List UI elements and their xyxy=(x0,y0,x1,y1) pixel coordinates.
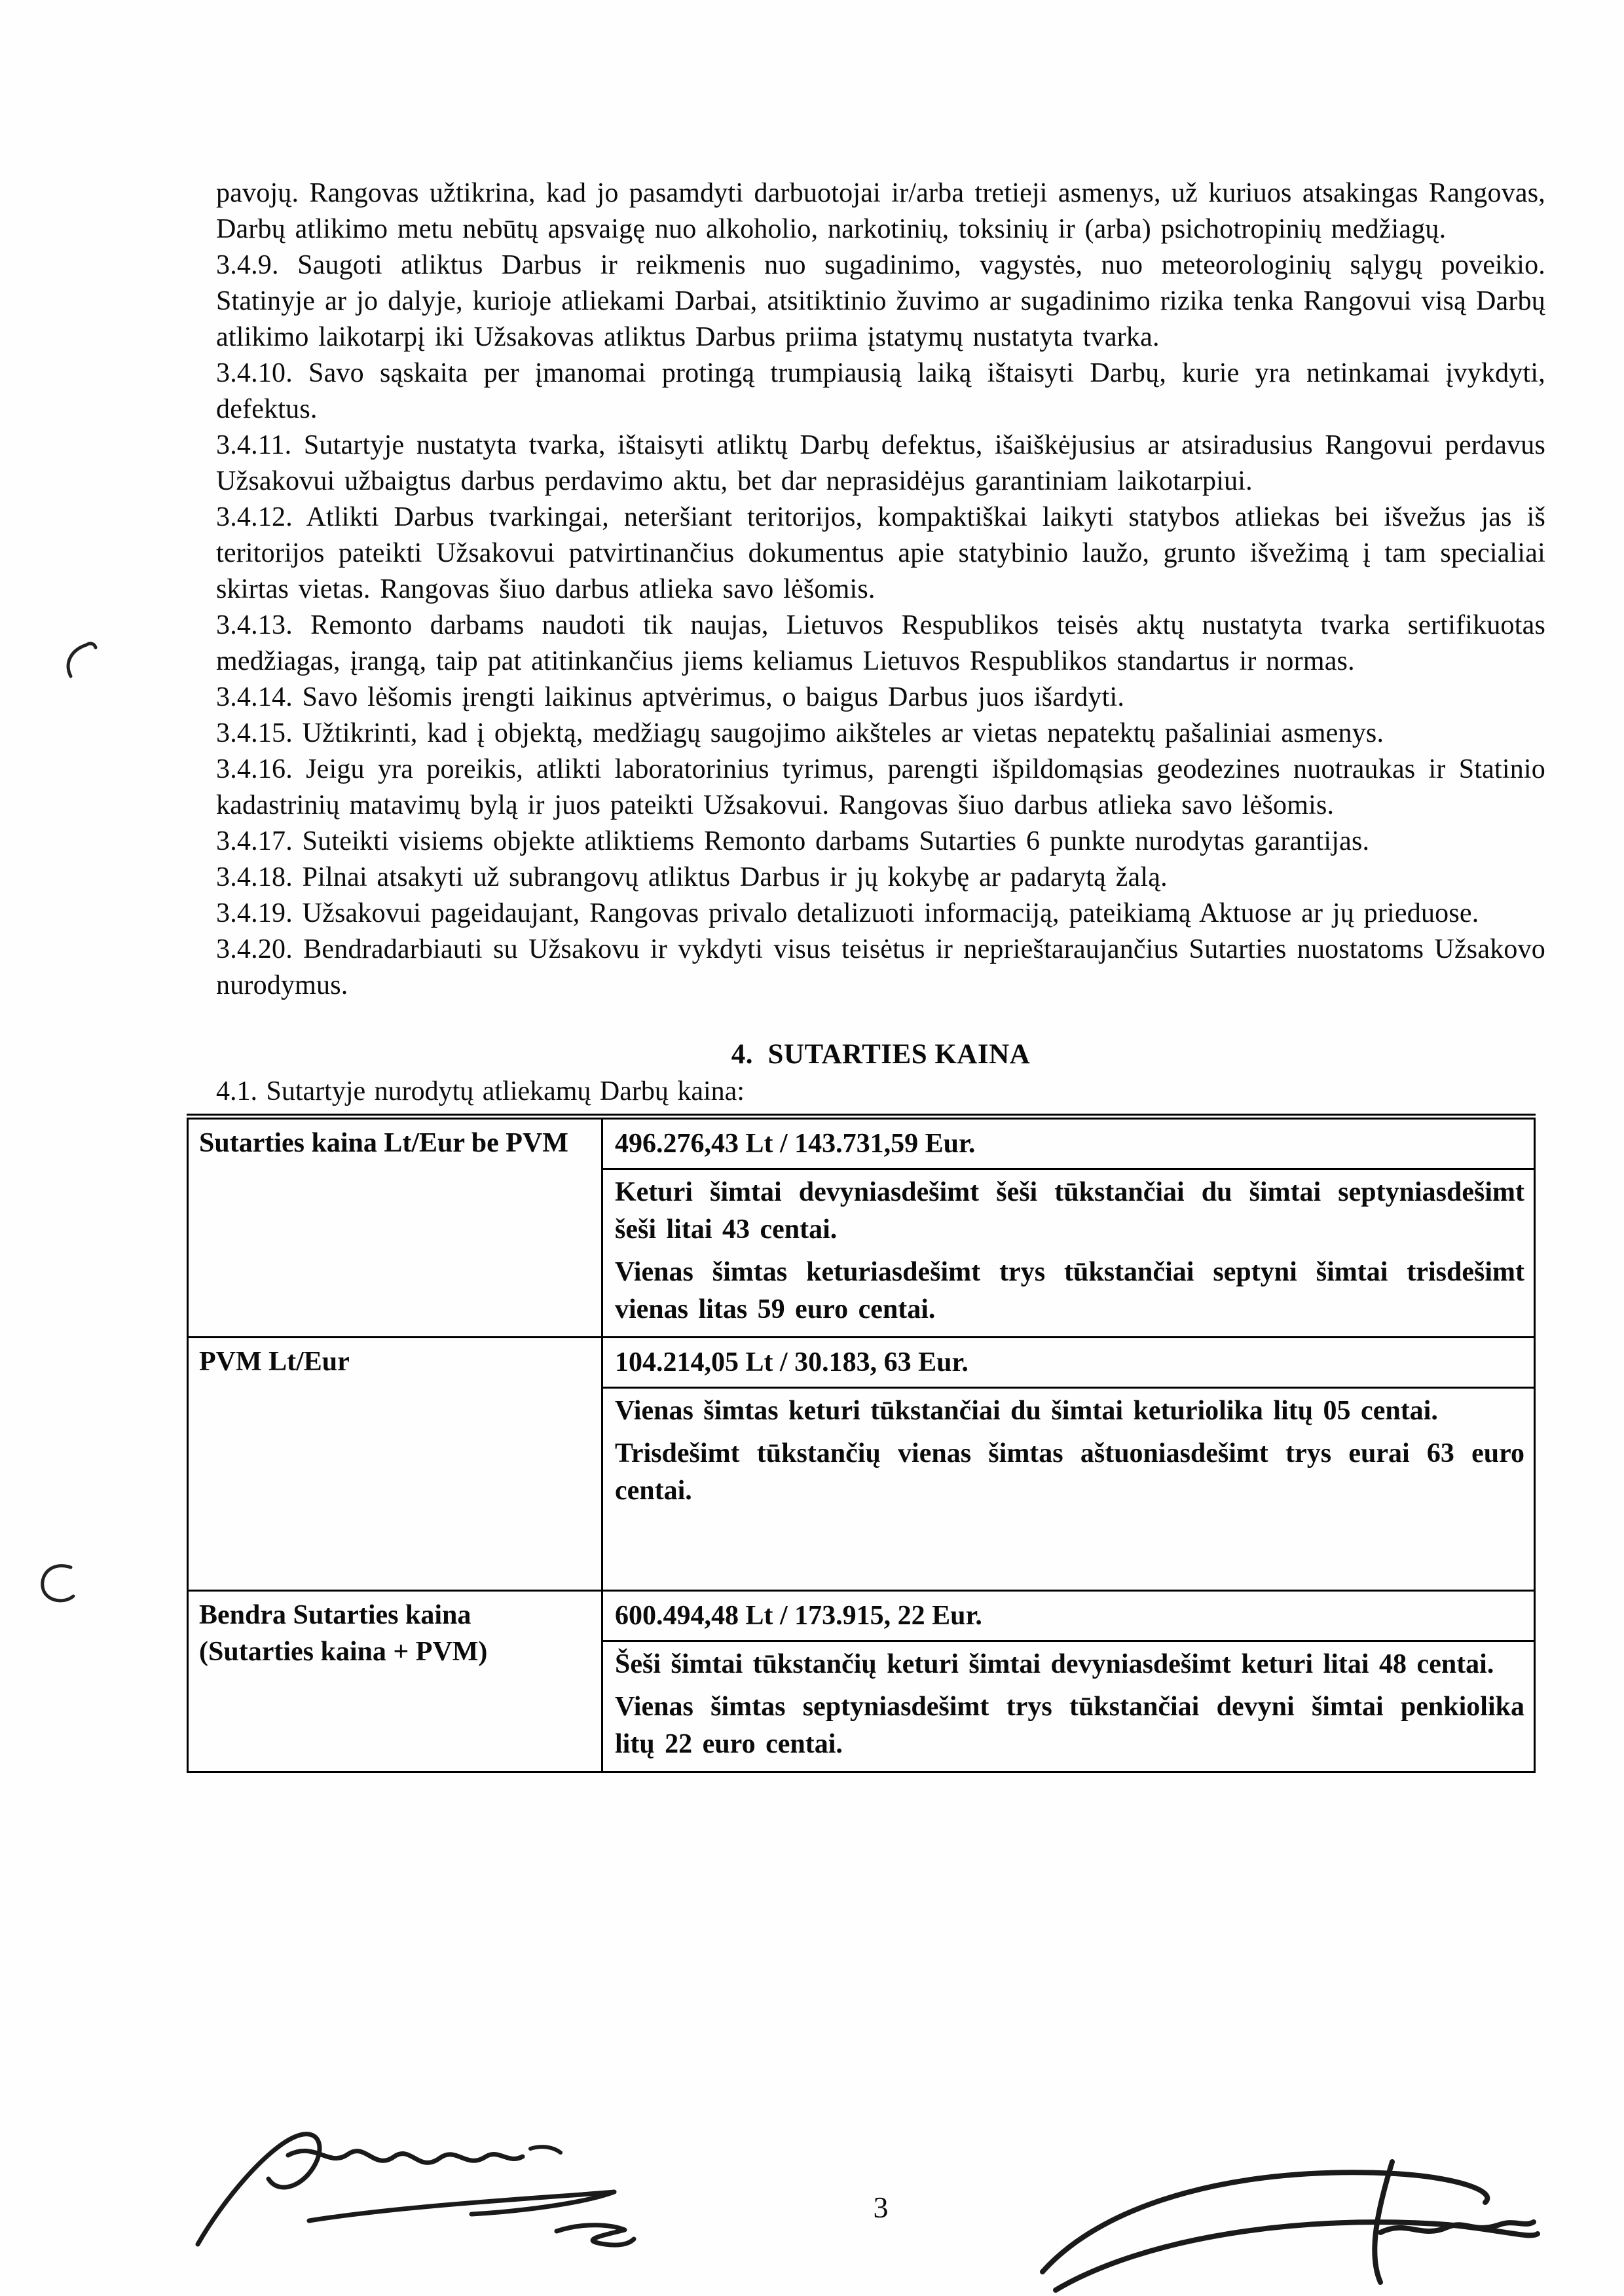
clause-paragraph: 3.4.19. Užsakovui pageidaujant, Rangovas privalo detalizuoti informaciją, pateikiamą Aktuose ar jų prieduose. xyxy=(216,898,1479,928)
clause-paragraph: pavojų. Rangovas užtikrina, kad jo pasamdyti darbuotojai ir/arba tretieji asmenys, už kuriuos atsakingas Rangovas, Darbų atlikimo metu nebūtų apsvaigę nuo alkoholio, narkotinių, toksinių ir (arba) psichotropinių medžiagų. xyxy=(216,178,1545,244)
table-row xyxy=(188,1338,1535,1591)
price-row-value-cell xyxy=(602,1591,1535,1772)
clause-paragraph: 3.4.20. Bendradarbiauti su Užsakovu ir vykdyti visus teisėtus ir neprieštaraujančius Sutarties nuostatoms Užsakovo nurodymus. xyxy=(216,934,1545,1000)
price-amount: 600.494,48 Lt / 173.915, 22 Eur. xyxy=(603,1592,1534,1642)
margin-pen-mark xyxy=(52,638,98,684)
margin-pen-mark xyxy=(34,1558,80,1607)
price-row-value-cell xyxy=(602,1117,1535,1338)
clause-paragraph: 3.4.9. Saugoti atliktus Darbus ir reikmenis nuo sugadinimo, vagystės, nuo meteorologinių sąlygų poveikio. Statinyje ar jo dalyje, kurioje atliekami Darbai, atsitiktinio žuvimo ar sugadinimo rizika tenka Rangovui visą Darbų atlikimo laikotarpį iki Užsakovas atliktus Darbus priima įstatymų nustatyta tvarka. xyxy=(216,250,1545,352)
page-number: 3 xyxy=(873,2191,889,2224)
clause-paragraph: 3.4.14. Savo lėšomis įrengti laikinus aptvėrimus, o baigus Darbus juos išardyti. xyxy=(216,682,1125,712)
clause-paragraph: 3.4.17. Suteikti visiems objekte atliktiems Remonto darbams Sutarties 6 punkte nurodytas garantijas. xyxy=(216,826,1370,856)
handwritten-signature-right xyxy=(1028,2154,1565,2295)
clause-paragraph: 3.4.10. Savo sąskaita per įmanomai protingą trumpiausią laiką ištaisyti Darbų, kurie yra netinkamai įvykdyti, defektus. xyxy=(216,358,1545,424)
price-row-label: PVM Lt/Eur xyxy=(188,1338,602,1591)
section-heading: 4. SUTARTIES KAINA xyxy=(731,1039,1031,1070)
clause-4-1-intro: 4.1. Sutartyje nurodytų atliekamų Darbų kaina: xyxy=(216,1076,745,1106)
clause-paragraph: 3.4.12. Atlikti Darbus tvarkingai, neteršiant teritorijos, kompaktiškai laikyti statybos atliekas bei išvežus jas iš teritorijos pateikti Užsakovui patvirtinančius dokumentus apie statybinio laužo, grunto išvežimą į tam specialiai skirtas vietas. Rangovas šiuo darbus atlieka savo lėšomis. xyxy=(216,502,1545,604)
price-row-value-cell xyxy=(602,1338,1535,1591)
table-row xyxy=(188,1117,1535,1338)
price-in-words: Vienas šimtas keturiasdešimt trys tūkstančiai septyni šimtai trisdešimt vienas litas 59 euro centai. xyxy=(615,1257,1524,1324)
price-row-label: Bendra Sutarties kaina (Sutarties kaina + PVM) xyxy=(188,1591,602,1772)
table-row xyxy=(188,1591,1535,1772)
clause-paragraph: 3.4.16. Jeigu yra poreikis, atlikti laboratorinius tyrimus, parengti išpildomąsias geodezines nuotraukas ir Statinio kadastrinių matavimų bylą ir juos pateikti Užsakovui. Rangovas šiuo darbus atlieka savo lėšomis. xyxy=(216,754,1545,820)
contract-price-table xyxy=(187,1114,1536,1773)
clause-paragraph: 3.4.15. Užtikrinti, kad į objektą, medžiagų saugojimo aikšteles ar vietas nepatektų pašaliniai asmenys. xyxy=(216,718,1384,748)
price-in-words: Keturi šimtai devyniasdešimt šeši tūkstančiai du šimtai septyniasdešimt šeši litai 43 centai. xyxy=(615,1177,1524,1245)
clause-paragraph: 3.4.11. Sutartyje nustatyta tvarka, ištaisyti atliktų Darbų defektus, išaiškėjusius ar atsiradusius Rangovui perdavus Užsakovui užbaigtus darbus perdavimo aktu, bet dar neprasidėjus garantiniam laikotarpiui. xyxy=(216,430,1545,496)
price-row-label: Sutarties kaina Lt/Eur be PVM xyxy=(188,1117,602,1338)
clause-paragraph: 3.4.18. Pilnai atsakyti už subrangovų atliktus Darbus ir jų kokybę ar padarytą žalą. xyxy=(216,862,1168,892)
price-in-words: Trisdešimt tūkstančių vienas šimtas aštuoniasdešimt trys eurai 63 euro centai. xyxy=(615,1438,1524,1506)
price-in-words: Šeši šimtai tūkstančių keturi šimtai devyniasdešimt keturi litai 48 centai. xyxy=(615,1649,1494,1679)
price-amount: 104.214,05 Lt / 30.183, 63 Eur. xyxy=(603,1338,1534,1389)
clause-paragraph: 3.4.13. Remonto darbams naudoti tik naujas, Lietuvos Respublikos teisės aktų nustatyta tvarka sertifikuotas medžiagas, įrangą, taip pat atitinkančius jiems keliamus Lietuvos Respublikos standartus ir normas. xyxy=(216,610,1545,676)
price-in-words: Vienas šimtas keturi tūkstančiai du šimtai keturiolika litų 05 centai. xyxy=(615,1396,1438,1426)
price-amount: 496.276,43 Lt / 143.731,59 Eur. xyxy=(603,1120,1534,1170)
document-body xyxy=(199,175,1545,1773)
price-in-words: Vienas šimtas septyniasdešimt trys tūkstančiai devyni šimtai penkiolika litų 22 euro centai. xyxy=(615,1692,1524,1759)
row-spacer xyxy=(603,1518,1534,1590)
